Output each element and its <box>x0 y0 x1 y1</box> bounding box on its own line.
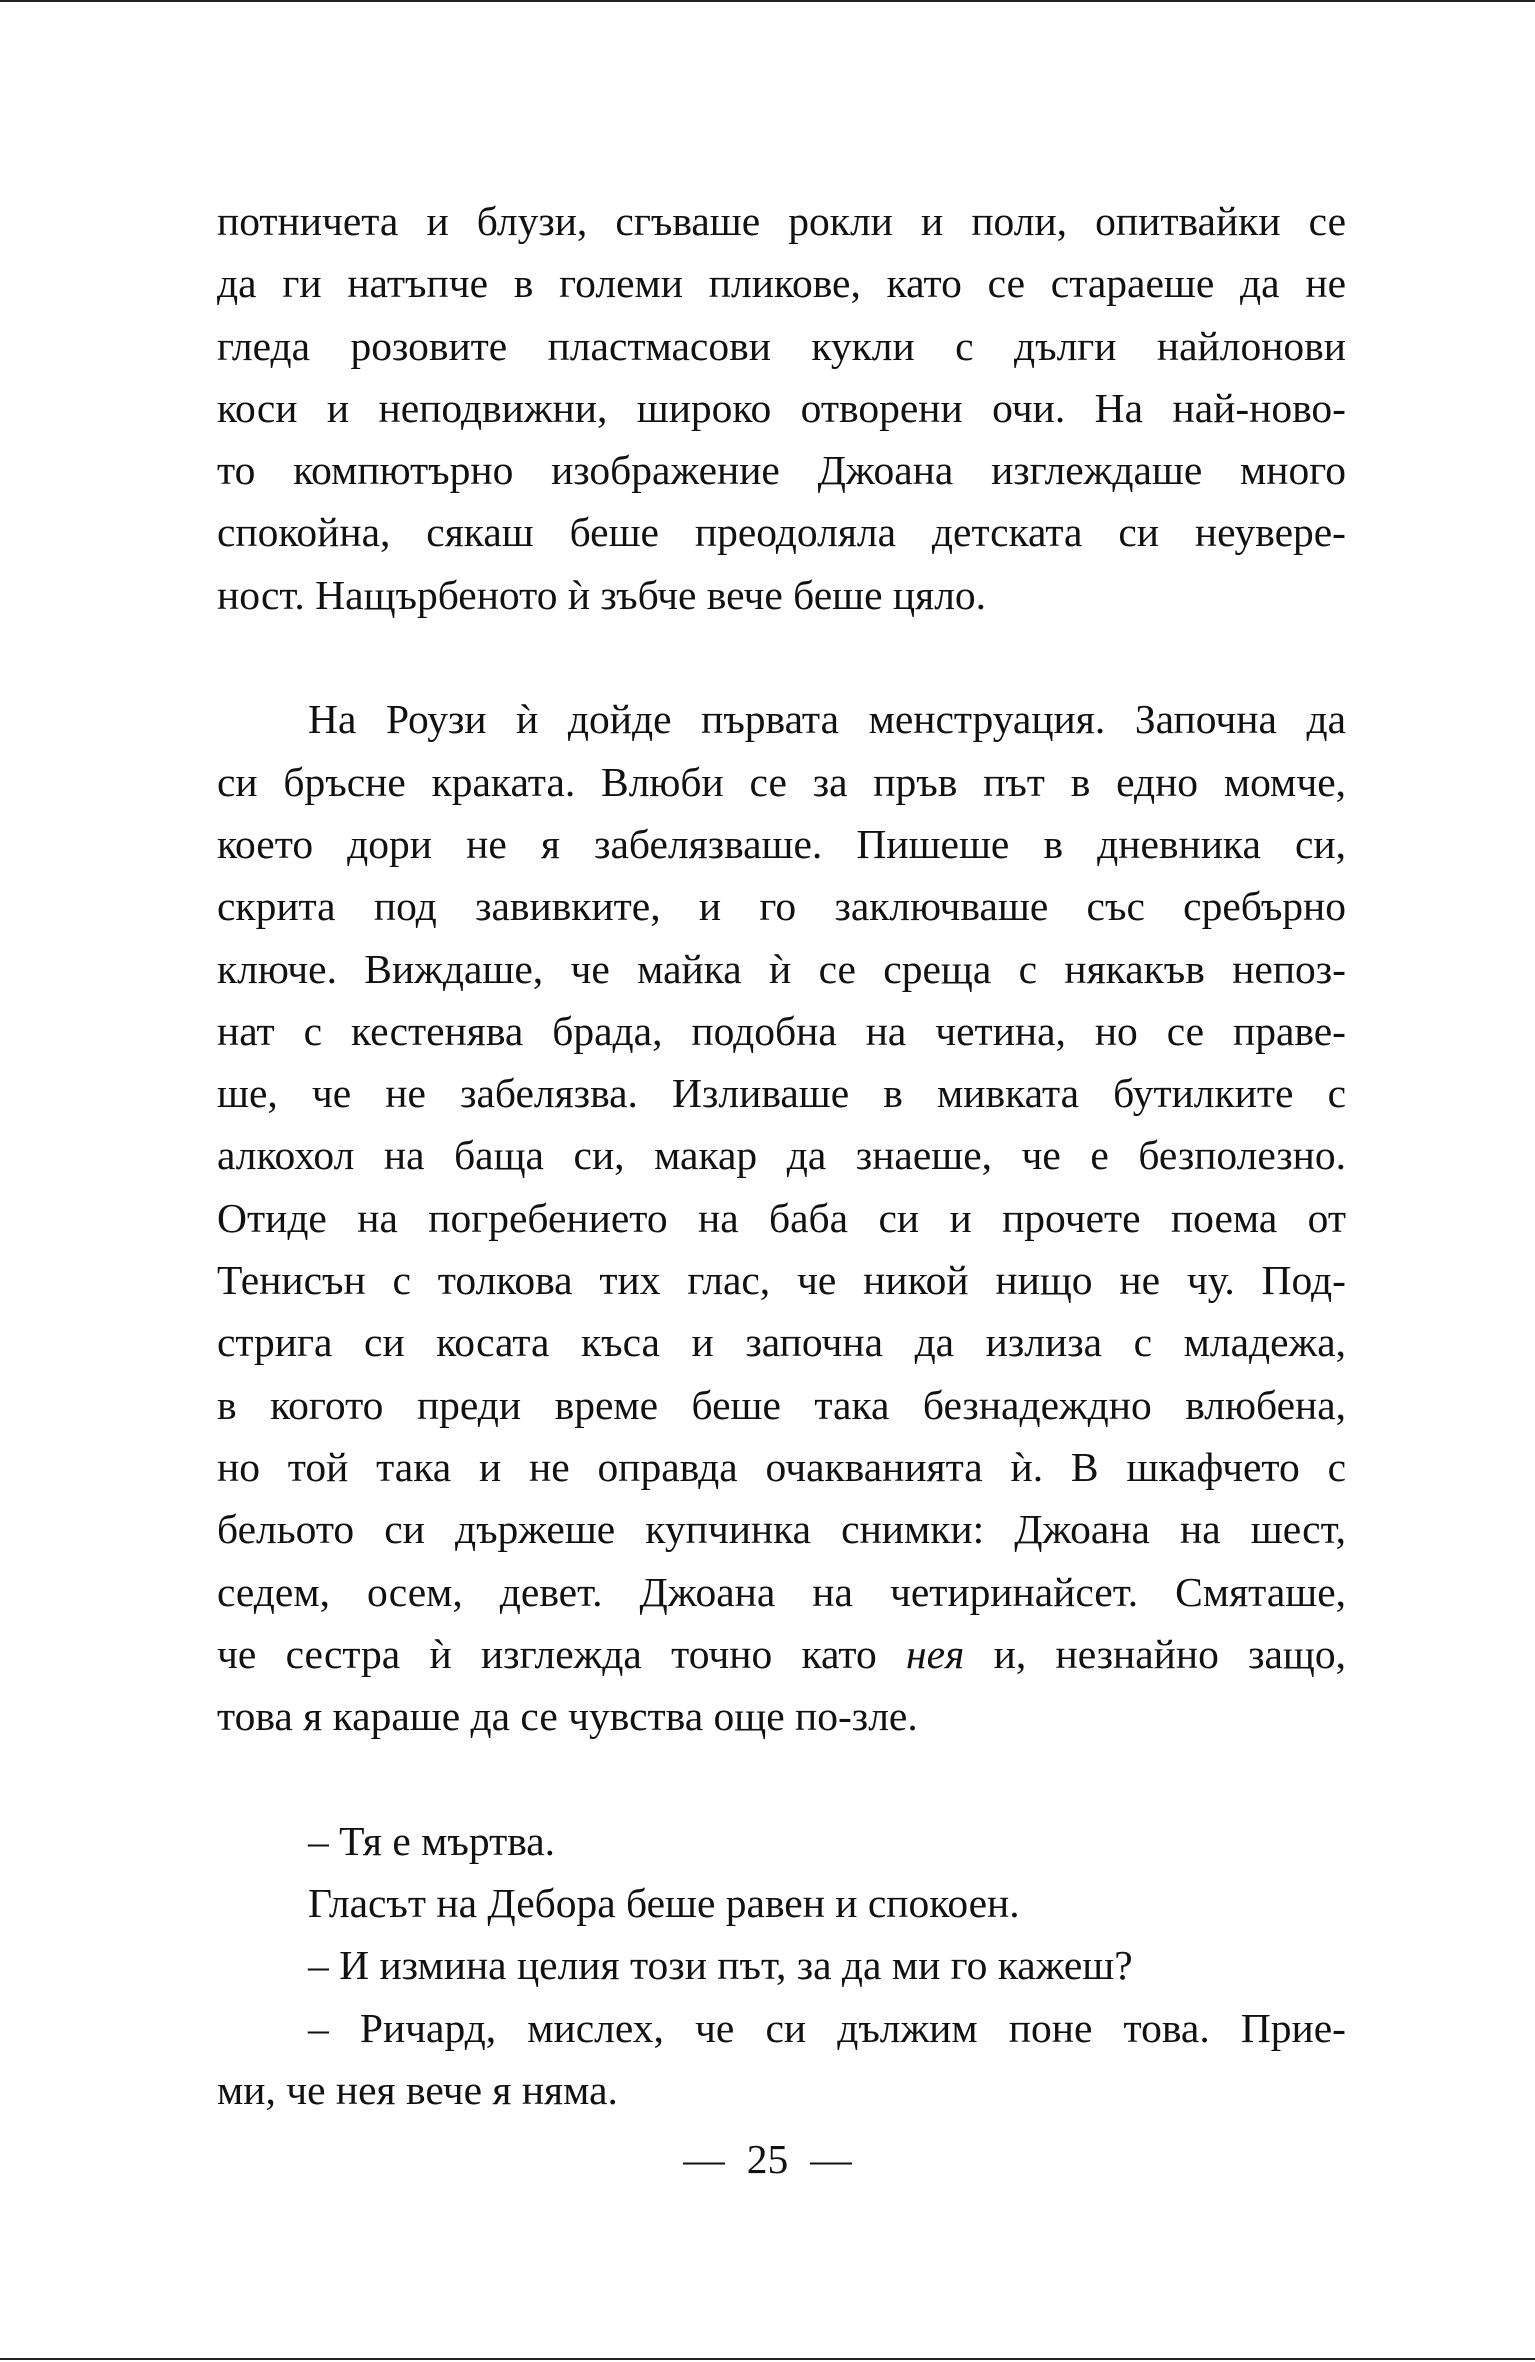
dialogue-line: – Тя е мъртва. <box>308 1817 556 1864</box>
text-line: нат с кестенява брада, подобна на четина, но се праве- <box>217 1007 1346 1054</box>
text-line: си бръсне краката. Влюби се за пръв път в едно момче, <box>217 758 1346 805</box>
page-number: 25 <box>746 2136 789 2182</box>
text-line: алкохол на баща си, макар да знаеше, че е безполезно. <box>217 1132 1346 1179</box>
text-line: стрига си косата къса и започна да излиза с младежа, <box>217 1319 1346 1366</box>
italic-word: нея <box>906 1630 965 1677</box>
text-line: ключе. Виждаше, че майка ѝ се среща с някакъв непоз- <box>217 945 1346 992</box>
dialogue-line: – Ричард, мислех, че си дължим поне това. Прие- <box>308 2004 1346 2051</box>
text-line: в когото преди време беше така безнадеждно влюбена, <box>217 1381 1346 1428</box>
text-line-with-italic <box>217 1623 1346 1685</box>
text-line: бельото си държеше купчинка снимки: Джоана на шест, <box>217 1506 1346 1553</box>
text-line: Тенисън с толкова тих глас, че никой нищо не чу. Под- <box>217 1257 1346 1304</box>
text-line: но той така и не оправда очакванията ѝ. В шкафчето с <box>217 1443 1346 1490</box>
narration-line: Гласът на Дебора беше равен и спокоен. <box>308 1880 1020 1927</box>
text-line: потничета и блузи, сгъваше рокли и поли, опитвайки се <box>217 198 1346 244</box>
page-top-border <box>0 0 1535 2</box>
dialogue-block <box>217 1810 1346 2121</box>
text-line: ност. Нащърбеното ѝ зъбче вече беше цяло. <box>217 571 987 618</box>
section-break <box>217 626 1346 688</box>
text-line: На Роузи ѝ дойде първата менструация. Започна да <box>308 696 1346 743</box>
text-line: коси и неподвижни, широко отворени очи. На най-ново- <box>217 384 1346 431</box>
section-break <box>217 1747 1346 1809</box>
text-line: гледа розовите пластмасови кукли с дълги найлонови <box>217 322 1346 369</box>
dialogue-line: ми, че нея вече я няма. <box>217 2066 618 2113</box>
text-line: ше, че не забелязва. Изливаше в мивката бутилките с <box>217 1070 1346 1117</box>
page-number-dash-right: — <box>810 2136 852 2182</box>
text-line: което дори не я забелязваше. Пишеше в дневника си, <box>217 820 1346 867</box>
text-line: седем, осем, девет. Джоана на четиринайсет. Смяташе, <box>217 1568 1346 1615</box>
dialogue-line: – И измина целия този път, за да ми го кажеш? <box>308 1942 1133 1989</box>
text-line: спокойна, сякаш беше преодоляла детската си неувере- <box>217 509 1346 556</box>
page-number-footer <box>0 2133 1535 2185</box>
text-line: да ги натъпче в големи пликове, като се стараеше да не <box>217 260 1346 307</box>
paragraph-2 <box>217 688 1346 1747</box>
page-body <box>217 190 1346 2121</box>
text-line: скрита под завивките, и го заключваше със сребърно <box>217 883 1346 930</box>
text-segment: и, незнайно защо, <box>964 1630 1346 1677</box>
text-segment: че сестра ѝ изглежда точно като <box>217 1630 907 1677</box>
text-line: Отиде на погребението на баба си и прочете поема от <box>217 1194 1346 1241</box>
text-line: то компютърно изображение Джоана изглеждаше много <box>217 447 1346 494</box>
page-bottom-border <box>0 2358 1535 2360</box>
text-line: това я караше да се чувства още по-зле. <box>217 1693 918 1740</box>
page-number-dash-left: — <box>683 2136 725 2182</box>
paragraph-1 <box>217 190 1346 626</box>
